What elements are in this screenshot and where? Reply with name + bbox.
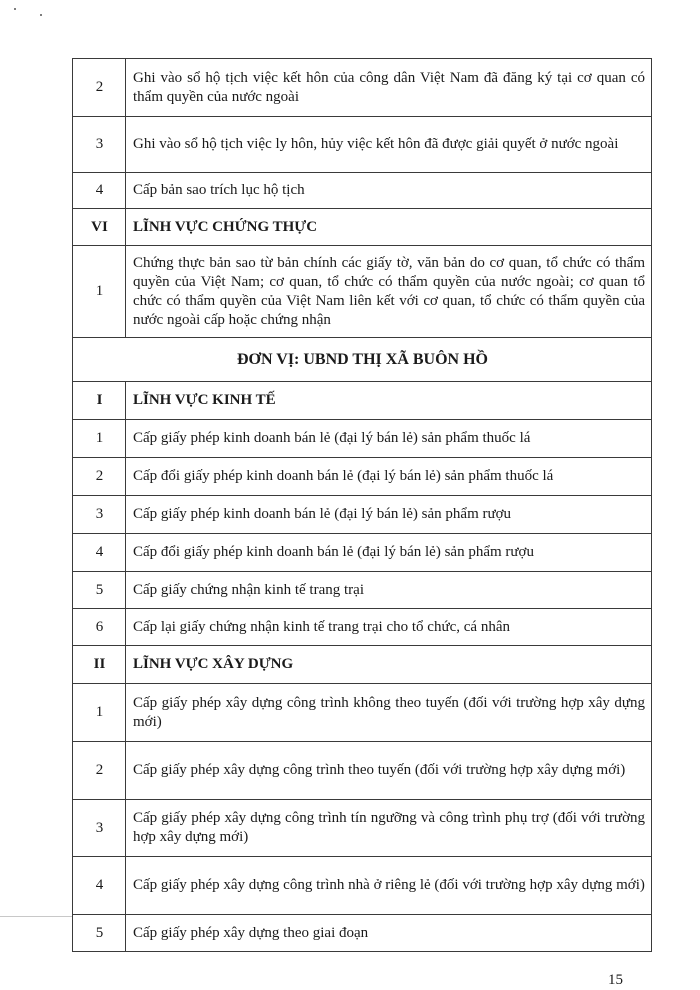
procedure-name: Cấp giấy chứng nhận kinh tế trang trại [126,572,652,609]
table-row [73,742,652,800]
item-number: 3 [73,800,126,857]
procedure-name: Cấp giấy phép xây dựng công trình theo tuyến (đối với trường hợp xây dựng mới) [126,742,652,800]
table-row [73,609,652,646]
section-number: I [73,382,126,420]
item-number: 3 [73,496,126,534]
item-number: 4 [73,173,126,209]
table-row [73,420,652,458]
table-row [73,173,652,209]
item-number: 1 [73,684,126,742]
section-title: LĨNH VỰC KINH TẾ [126,382,652,420]
item-number: 4 [73,857,126,915]
procedure-name: Cấp bản sao trích lục hộ tịch [126,173,652,209]
procedure-table-body [73,59,652,952]
item-number: 2 [73,742,126,800]
table-row [73,117,652,173]
procedure-name: Cấp giấy phép xây dựng công trình nhà ở riêng lẻ (đối với trường hợp xây dựng mới) [126,857,652,915]
procedure-name: Cấp giấy phép kinh doanh bán lẻ (đại lý bán lẻ) sản phẩm rượu [126,496,652,534]
table-row [73,496,652,534]
item-number: 3 [73,117,126,173]
procedure-name: Cấp giấy phép xây dựng theo giai đoạn [126,915,652,952]
procedure-name: Cấp lại giấy chứng nhận kinh tế trang trại cho tổ chức, cá nhân [126,609,652,646]
procedure-name: Cấp đổi giấy phép kinh doanh bán lẻ (đại lý bán lẻ) sản phẩm rượu [126,534,652,572]
section-header-row [73,646,652,684]
table-row [73,59,652,117]
item-number: 4 [73,534,126,572]
section-number: VI [73,209,126,246]
section-header-row [73,209,652,246]
procedure-table [72,58,652,952]
item-number: 6 [73,609,126,646]
unit-header-text: ĐƠN VỊ: UBND THỊ XÃ BUÔN HỒ [73,338,652,382]
scan-artifact-line [0,916,72,917]
table-row [73,915,652,952]
procedure-name: Ghi vào sổ hộ tịch việc ly hôn, hủy việc kết hôn đã được giải quyết ở nước ngoài [126,117,652,173]
section-title: LĨNH VỰC XÂY DỰNG [126,646,652,684]
procedure-name: Chứng thực bản sao từ bản chính các giấy tờ, văn bản do cơ quan, tổ chức có thẩm quyền của Việt Nam; cơ quan, tổ chức có thẩm quyền của nước ngoài; cơ quan tổ chức có thẩm quyền của Việt Nam liên kết với cơ quan, tổ chức có thẩm quyền của nước ngoài cấp hoặc chứng nhận [126,246,652,338]
item-number: 5 [73,915,126,952]
table-row [73,534,652,572]
item-number: 1 [73,420,126,458]
table-row [73,572,652,609]
page-number: 15 [608,972,623,988]
table-row [73,684,652,742]
table-row [73,857,652,915]
procedure-name: Cấp giấy phép xây dựng công trình không theo tuyến (đối với trường hợp xây dựng mới) [126,684,652,742]
item-number: 1 [73,246,126,338]
scan-speck [14,8,16,10]
item-number: 2 [73,458,126,496]
procedure-name: Ghi vào sổ hộ tịch việc kết hôn của công dân Việt Nam đã đăng ký tại cơ quan có thẩm quyền của nước ngoài [126,59,652,117]
item-number: 2 [73,59,126,117]
unit-header-row [73,338,652,382]
table-row [73,800,652,857]
scan-speck [40,14,42,16]
table-row [73,246,652,338]
procedure-name: Cấp giấy phép kinh doanh bán lẻ (đại lý bán lẻ) sản phẩm thuốc lá [126,420,652,458]
item-number: 5 [73,572,126,609]
section-number: II [73,646,126,684]
procedure-name: Cấp đổi giấy phép kinh doanh bán lẻ (đại lý bán lẻ) sản phẩm thuốc lá [126,458,652,496]
table-row [73,458,652,496]
procedure-name: Cấp giấy phép xây dựng công trình tín ngưỡng và công trình phụ trợ (đối với trường hợp xây dựng mới) [126,800,652,857]
section-title: LĨNH VỰC CHỨNG THỰC [126,209,652,246]
section-header-row [73,382,652,420]
